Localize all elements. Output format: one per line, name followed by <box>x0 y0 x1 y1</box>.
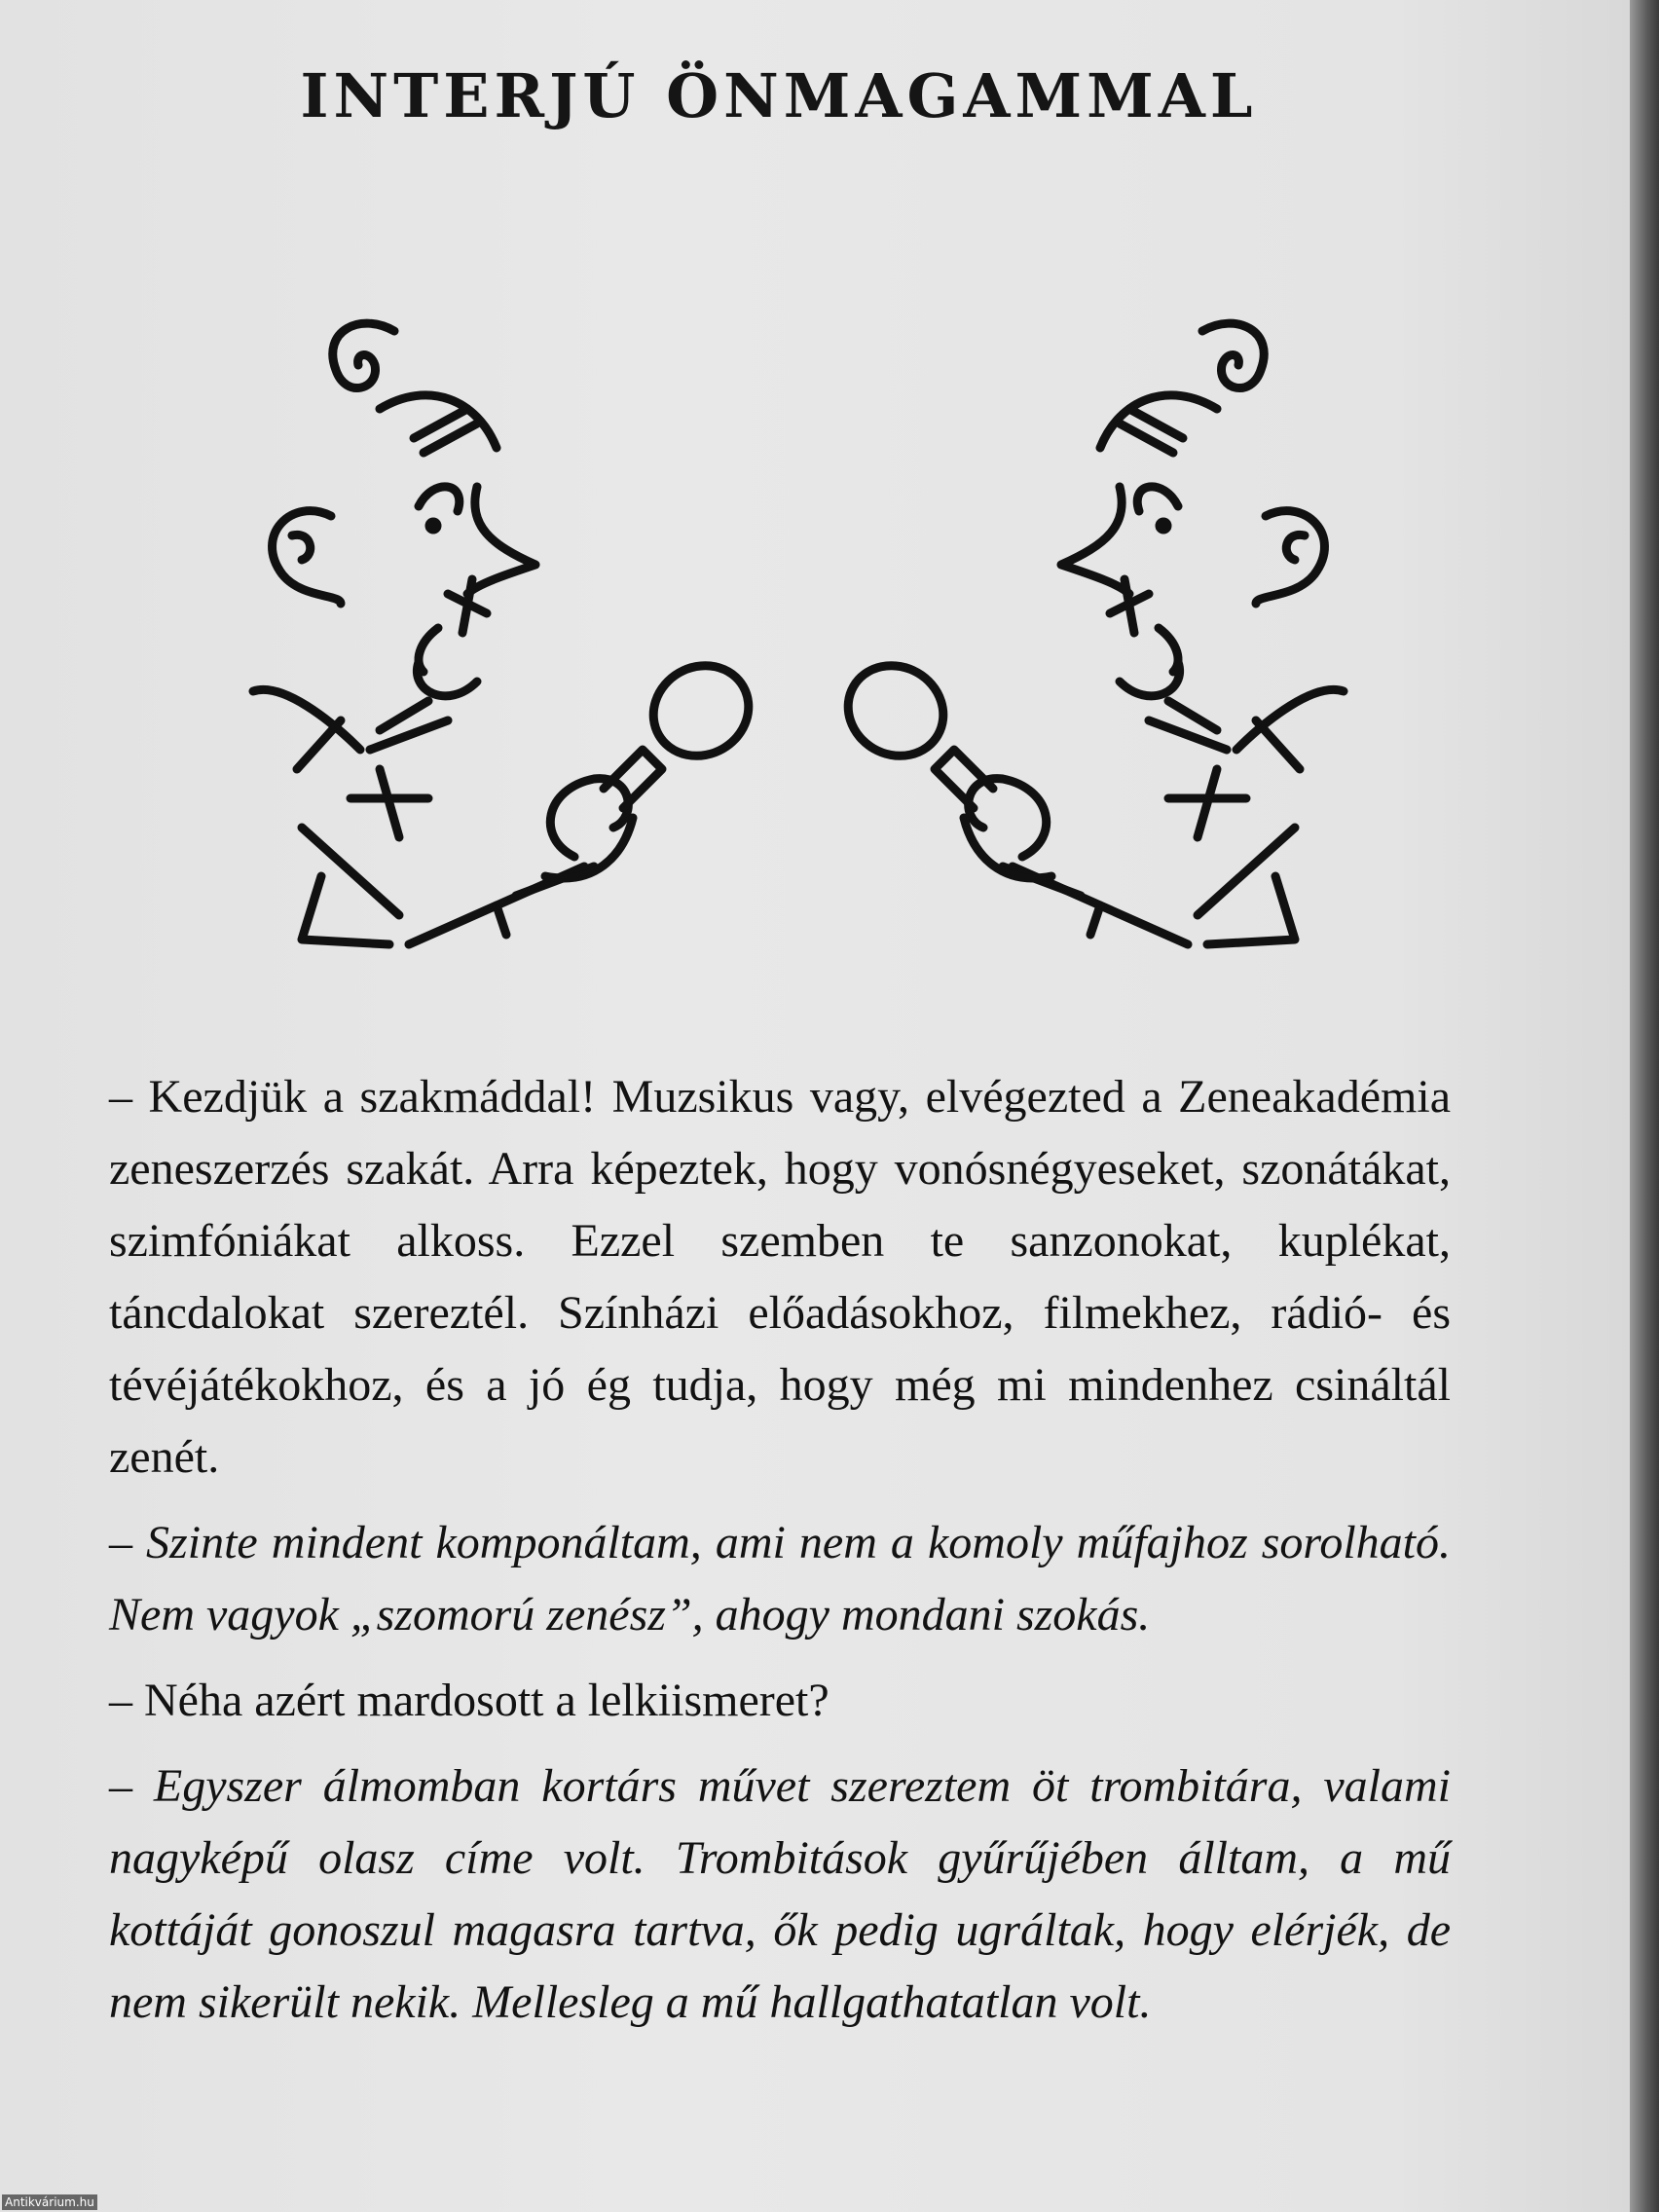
left-singer <box>253 323 765 944</box>
book-spine-shadow <box>1630 0 1659 2212</box>
paragraph-question-1: – Kezdjük a szakmáddal! Muzsikus vagy, elvégezted a Zeneakadémia zeneszerzés szakát. Arra képeztek, hogy vonósnégyeseket, szonátákat, szimfóniákat alkoss. Ezzel szemben te sanzonokat, kuplékat, táncdalokat szereztél. Színházi előadásokhoz, filmekhez, rádió- és tévéjátékokhoz, és a jó ég tudja, hogy még mi mindenhez csináltál zenét. <box>109 1071 1451 1483</box>
right-singer <box>831 323 1344 944</box>
watermark: Antikvárium.hu <box>2 2194 97 2210</box>
paragraph-question-2: – Néha azért mardosott a lelkiismeret? <box>109 1675 830 1726</box>
article-body <box>109 1061 1451 2052</box>
paragraph-answer-1: – Szinte mindent komponáltam, ami nem a komoly műfajhoz sorolható. Nem vagyok „szomorú zenész”, ahogy mondani szokás. <box>109 1517 1451 1641</box>
two-singers-with-microphones-icon <box>224 292 1373 1013</box>
paragraph-answer-2: – Egyszer álmomban kortárs művet szereztem öt trombitára, valami nagyképű olasz címe volt. Trombitások gyűrűjében álltam, a mű kottáját gonoszul magasra tartva, ők pedig ugráltak, hogy elérjék, de nem sikerült nekik. Mellesleg a mű hallgathatatlan volt. <box>109 1760 1451 2028</box>
page-title: INTERJÚ ÖNMAGAMMAL <box>300 60 1258 131</box>
